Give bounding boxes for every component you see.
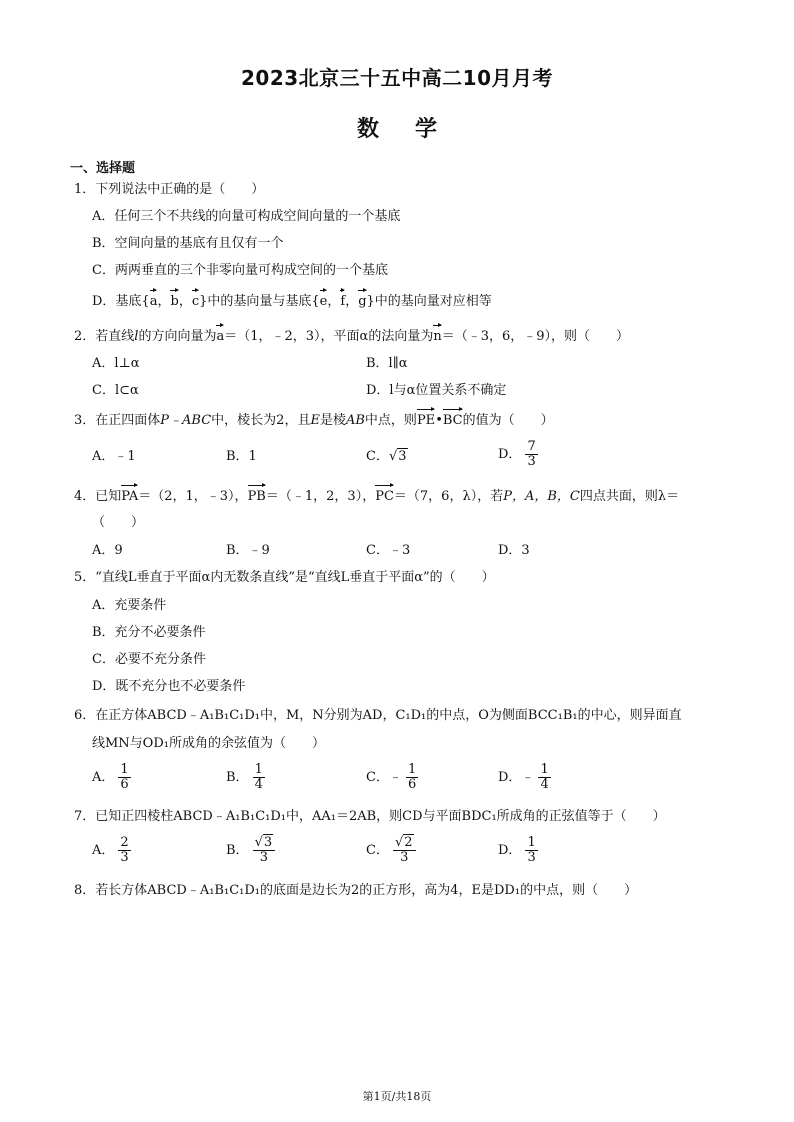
q5-stem: 5．“直线L垂直于平面α内无数条直线”是“直线L垂直于平面α”的（ ） — [74, 570, 495, 585]
q1-stem: 1．下列说法中正确的是（ ） — [74, 182, 265, 197]
q4-stem-d: ＝（7，6，λ），若 — [393, 489, 504, 504]
section-heading: 一、选择题 — [70, 161, 136, 176]
vector-e: e — [319, 294, 328, 309]
fraction — [525, 440, 537, 469]
vector-pe: PE — [416, 413, 436, 428]
fraction — [118, 763, 130, 792]
q3-option-d — [498, 440, 538, 469]
page-footer: 第1页/共18页 — [362, 1090, 432, 1103]
q4-stem-continued: （ ） — [92, 515, 145, 530]
q3-stem-b: 中，棱长为2，且 — [211, 413, 311, 428]
q3-stem-e: 的值为（ ） — [462, 413, 554, 428]
q2-stem-d: ＝（﹣3，6，﹣9），则（ ） — [441, 329, 630, 344]
q7-c-label: C． — [366, 843, 389, 858]
q7-option-c — [366, 836, 416, 865]
sqrt-symbol: √3 — [388, 449, 407, 464]
vector-f: f — [340, 294, 346, 309]
q3-stem — [74, 412, 554, 430]
q5-option-d: D．既不充分也不必要条件 — [92, 679, 246, 694]
q3-d-label: D． — [498, 447, 522, 462]
q6-option-c — [366, 763, 418, 792]
q1-option-b: B．空间向量的基底有且仅有一个 — [92, 236, 284, 251]
q4-option-d: D．3 — [498, 543, 530, 558]
dot-operator: • — [435, 413, 443, 428]
fraction — [253, 836, 276, 865]
vector-a: a — [216, 329, 225, 344]
radicand: 2 — [404, 835, 413, 850]
q1-d-mid: }中的基向量与基底{ — [199, 294, 320, 309]
fraction — [525, 836, 537, 865]
denominator: 3 — [527, 454, 536, 469]
q3-option-b: B．1 — [226, 449, 257, 464]
q6-stem-line1: 6．在正方体ABCD﹣A₁B₁C₁D₁中，M，N分别为AD，C₁D₁的中点，O为侧面BCC₁B₁的中心，则异面直 — [74, 708, 682, 723]
vector-b: b — [170, 294, 179, 309]
fraction — [393, 836, 416, 865]
denominator: 4 — [540, 777, 549, 792]
q1-option-a: A．任何三个不共线的向量可构成空间向量的一个基底 — [92, 209, 401, 224]
denominator: 3 — [120, 850, 129, 865]
q3-tetrahedron: P﹣ABC — [160, 413, 212, 428]
q3-option-c — [366, 448, 408, 466]
q1-d-suffix: }中的基向量对应相等 — [366, 294, 492, 309]
radicand: 3 — [263, 835, 273, 850]
q8-stem: 8．若长方体ABCD﹣A₁B₁C₁D₁的底面是边长为2的正方形，高为4，E是DD₁的中点，则（ ） — [74, 883, 638, 898]
q7-stem: 7．已知正四棱柱ABCD﹣A₁B₁C₁D₁中，AA₁＝2AB，则CD与平面BDC₁所成角的正弦值等于（ ） — [74, 809, 666, 824]
q1-d-prefix: D．基底{ — [92, 294, 150, 309]
q7-a-label: A． — [92, 843, 115, 858]
vector-g: g — [358, 294, 367, 309]
denominator: 3 — [527, 850, 536, 865]
vector-a: a — [149, 294, 158, 309]
denominator: 6 — [120, 777, 129, 792]
q7-d-label: D． — [498, 843, 522, 858]
q5-option-b: B．充分不必要条件 — [92, 625, 206, 640]
numerator: 1 — [527, 835, 536, 850]
numerator: 1 — [254, 762, 263, 777]
subject-title: 数学 — [356, 117, 473, 142]
q6-stem-line2: 线MN与OD₁所成角的余弦值为（ ） — [92, 736, 325, 751]
q4-option-c: C．﹣3 — [366, 543, 411, 558]
numerator: 1 — [407, 762, 417, 777]
q7-option-d — [498, 836, 538, 865]
q7-option-b — [226, 836, 275, 865]
denominator: 3 — [259, 850, 268, 865]
q6-b-label: B． — [226, 770, 249, 785]
q3-c-label: C． — [366, 449, 389, 464]
q5-option-c: C．必要不充分条件 — [92, 652, 206, 667]
q6-option-d — [498, 763, 551, 792]
q2-stem-b: 的方向向量为 — [138, 329, 217, 344]
q6-d-label: D．﹣ — [498, 770, 535, 785]
q3-stem-a: 3．在正四面体 — [74, 413, 161, 428]
q1-option-c: C．两两垂直的三个非零向量可构成空间的一个基底 — [92, 263, 388, 278]
q4-stem-a: 4．已知 — [74, 489, 122, 504]
vector-n: n — [433, 329, 442, 344]
q6-option-a — [92, 763, 131, 792]
numerator: 7 — [527, 439, 536, 454]
numerator: 1 — [120, 762, 129, 777]
q2-option-c: C．l⊂α — [92, 383, 139, 398]
fraction — [118, 836, 130, 865]
q4-stem-e: 四点共面，则λ＝ — [579, 489, 680, 504]
q2-stem-c: ＝（1，﹣2，3），平面α的法向量为 — [224, 329, 434, 344]
q4-option-b: B．﹣9 — [226, 543, 270, 558]
numerator: 2 — [120, 835, 129, 850]
fraction — [253, 763, 265, 792]
page-title: 2023北京三十五中高二10月月考 — [241, 66, 553, 90]
q7-b-label: B． — [226, 843, 249, 858]
q3-option-a: A．﹣1 — [92, 449, 136, 464]
q3-stem-c: 是棱 — [319, 413, 346, 428]
q6-a-label: A． — [92, 770, 115, 785]
q3-edge-ab: AB — [345, 413, 365, 428]
denominator: 6 — [407, 777, 417, 792]
q5-option-a: A．充要条件 — [92, 598, 167, 613]
q2-option-b: B．l∥α — [366, 356, 408, 371]
q7-option-a — [92, 836, 131, 865]
q4-stem — [74, 488, 679, 506]
q3-stem-d: 中点，则 — [364, 413, 417, 428]
q2-stem — [74, 328, 629, 346]
numerator: √3 — [253, 836, 276, 851]
fraction — [538, 763, 550, 792]
q2-option-a: A．l⊥α — [92, 356, 140, 371]
numerator: √2 — [393, 836, 416, 851]
q2-line-l: l — [134, 329, 139, 344]
q4-stem-c: ＝（﹣1，2，3）， — [265, 489, 376, 504]
q2-option-d: D．l与α位置关系不确定 — [366, 383, 507, 398]
vector-pa: PA — [121, 489, 139, 504]
radicand: 3 — [398, 449, 407, 464]
vector-bc: BC — [442, 413, 463, 428]
vector-pc: PC — [375, 489, 394, 504]
q4-stem-b: ＝（2，1，﹣3）， — [138, 489, 248, 504]
numerator: 1 — [540, 762, 549, 777]
denominator: 4 — [254, 777, 263, 792]
fraction — [406, 763, 418, 792]
q3-point-e: E — [310, 413, 320, 428]
q6-c-label: C．﹣ — [366, 770, 402, 785]
denominator: 3 — [400, 850, 409, 865]
q1-option-d: D．基底{a，b，c}中的基向量与基底{e，f，g}中的基向量对应相等 — [92, 294, 492, 309]
q2-stem-a: 2．若直线 — [74, 329, 135, 344]
vector-c: c — [191, 294, 200, 309]
vector-pb: PB — [247, 489, 266, 504]
q4-option-a: A．9 — [92, 543, 123, 558]
q6-option-b — [226, 763, 265, 792]
q4-points: P，A，B，C — [503, 489, 580, 504]
